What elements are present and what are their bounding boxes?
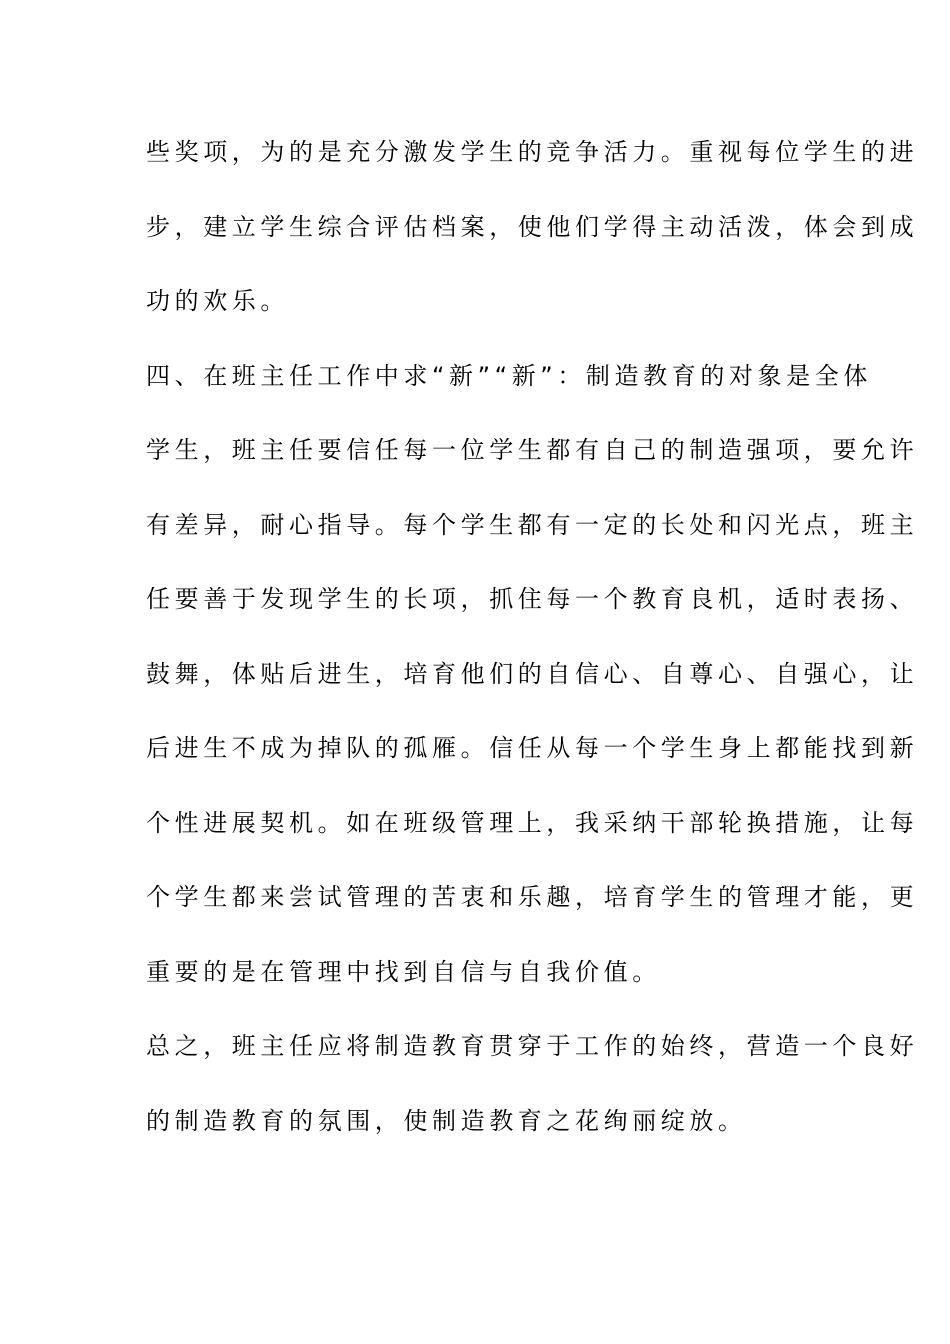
text-line: 后进生不成为掉队的孤雁。信任从每一个学生身上都能找到新 <box>146 734 919 762</box>
text-line: 学生，班主任要信任每一位学生都有自己的制造强项，要允许 <box>146 436 919 464</box>
text-line: 任要善于发现学生的长项，抓住每一个教育良机，适时表扬、 <box>146 585 919 613</box>
text-line: 功的欢乐。 <box>146 287 289 315</box>
text-line: 步，建立学生综合评估档案，使他们学得主动活泼，体会到成 <box>146 212 919 241</box>
text-line: 个学生都来尝试管理的苦衷和乐趣，培育学生的管理才能，更 <box>146 883 919 911</box>
text-line: 些奖项，为的是充分激发学生的竞争活力。重视每位学生的进 <box>146 138 919 166</box>
text-line: 总之，班主任应将制造教育贯穿于工作的始终，营造一个良好 <box>146 1032 919 1060</box>
text-line: 鼓舞，体贴后进生，培育他们的自信心、自尊心、自强心，让 <box>146 659 919 688</box>
text-line: 个性进展契机。如在班级管理上，我采纳干部轮换措施，让每 <box>146 808 919 837</box>
text-line: 的制造教育的氛围，使制造教育之花绚丽绽放。 <box>146 1106 747 1135</box>
text-line: 四、在班主任工作中求“新”“新”：制造教育的对象是全体 <box>146 361 872 390</box>
body-text <box>146 130 919 1173</box>
text-line: 重要的是在管理中找到自信与自我价值。 <box>146 957 661 986</box>
text-line: 有差异，耐心指导。每个学生都有一定的长处和闪光点，班主 <box>146 510 919 539</box>
